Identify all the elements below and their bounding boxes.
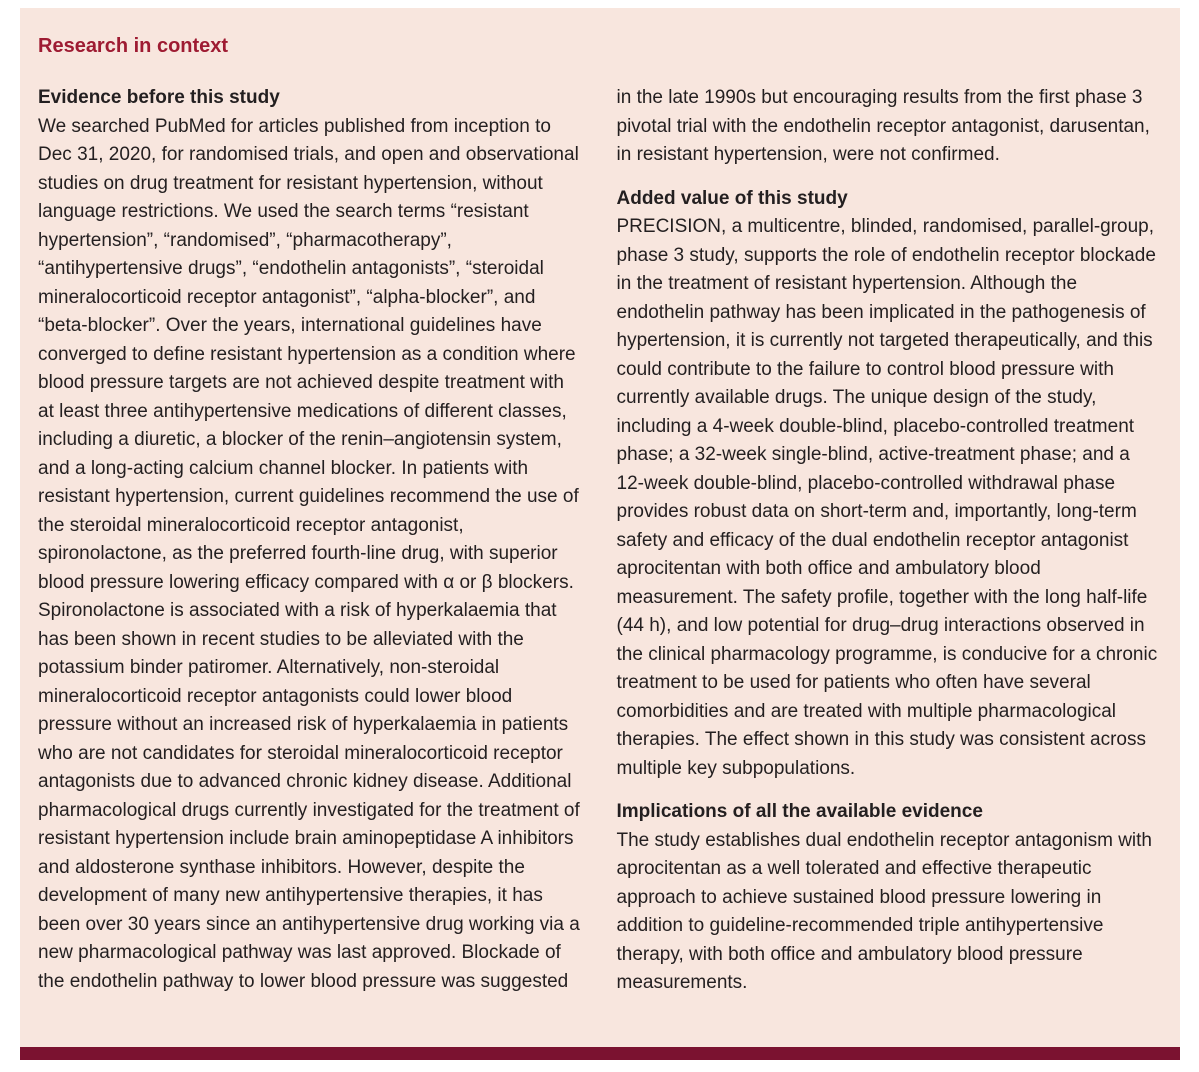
research-in-context-panel: [20, 8, 1180, 1060]
section-body-implications-of-all-the-available-evidence: The study establishes dual endothelin receptor antagonism with aprocitentan as a well tolerated and effective therapeutic approach to achieve sustained blood pressure lowering in addition to guideline-recommended triple antihypertensive therapy, with both office and ambulatory blood pressure measurements.: [616, 829, 1152, 993]
section-added-value-of-this-study: [617, 185, 1163, 784]
section-body-added-value-of-this-study: PRECISION, a multicentre, blinded, randomised, parallel-group, phase 3 study, supports the role of endothelin receptor blockade in the treatment of resistant hypertension. Although the endothelin pathway has been implicated in the pathogenesis of hypertension, it is currently not targeted therapeutically, and this could contribute to the failure to control blood pressure with currently available drugs. The unique design of the study, including a 4-week double-blind, placebo-controlled treatment phase; a 32-week single-blind, active-treatment phase; and a 12-week double-blind, placebo-controlled withdrawal phase provides robust data on short-term and, importantly, long-term safety and efficacy of the dual endothelin receptor antagonist aprocitentan with both office and ambulatory blood measurement. The safety profile, together with the long half-life (44 h), and low potential for drug–drug interactions observed in the clinical pharmacology programme, is conducive for a chronic treatment to be used for patients who often have several comorbidities and are treated with multiple pharmacological therapies. The effect shown in this study was consistent across multiple key subpopulations.: [616, 216, 1158, 779]
panel-title: Research in context: [38, 35, 229, 57]
section-body-evidence-before-this-study: We searched PubMed for articles published from inception to Dec 31, 2020, for randomised trials, and open and observational studies on drug treatment for resistant hypertension, without language restrictions. We used the search terms “resistant hypertension”, “randomised”, “pharmacotherapy”, “antihypertensive drugs”, “endothelin antagonists”, “steroidal mineralocorticoid receptor antagonist”, “alpha-blocker”, and “beta-blocker”. Over the years, international guidelines have converged to define resistant hypertension as a condition where blood pressure targets are not achieved despite treatment with at least three antihypertensive medications of different classes, including a diuretic, a blocker of the renin–angiotensin system, and a long-acting calcium channel blocker. In patients with resistant hypertension, current guidelines recommend the use of the steroidal mineralocorticoid receptor antagonist, spironolactone, as the preferred fourth-line drug, with superior blood pressure lowering efficacy compared with α or β blockers. Spironolactone is associated with a risk of hyperkalaemia that has been shown in recent studies to be alleviated with the potassium binder patiromer. Alternatively, non-steroidal mineralocorticoid receptor antagonists could lower blood pressure without an increased risk of hyperkalaemia in patients who are not candidates for steroidal mineralocorticoid receptor antagonists due to advanced chronic kidney disease. Additional pharmacological drugs currently investigated for the treatment of resistant hypertension include brain aminopeptidase A inhibitors and aldosterone synthase inhibitors. However, despite the development of many new antihypertensive therapies, it has been over 30 years since an antihypertensive drug working via a new pharmacological pathway was last approved. Blockade of the endothelin pathway to lower blood pressure was suggested in the late 1990s but encouraging results from the first phase 3 pivotal trial with the endothelin receptor antagonist, darusentan, in resistant hypertension, were not confirmed.: [38, 87, 1150, 992]
section-heading-evidence-before-this-study: Evidence before this study: [38, 87, 280, 108]
section-implications-of-all-the-available-evidence: [617, 798, 1163, 998]
panel-columns: [38, 84, 1162, 998]
section-heading-added-value-of-this-study: Added value of this study: [616, 187, 848, 209]
section-heading-implications-of-all-the-available-evidence: Implications of all the available evidence: [616, 801, 983, 822]
